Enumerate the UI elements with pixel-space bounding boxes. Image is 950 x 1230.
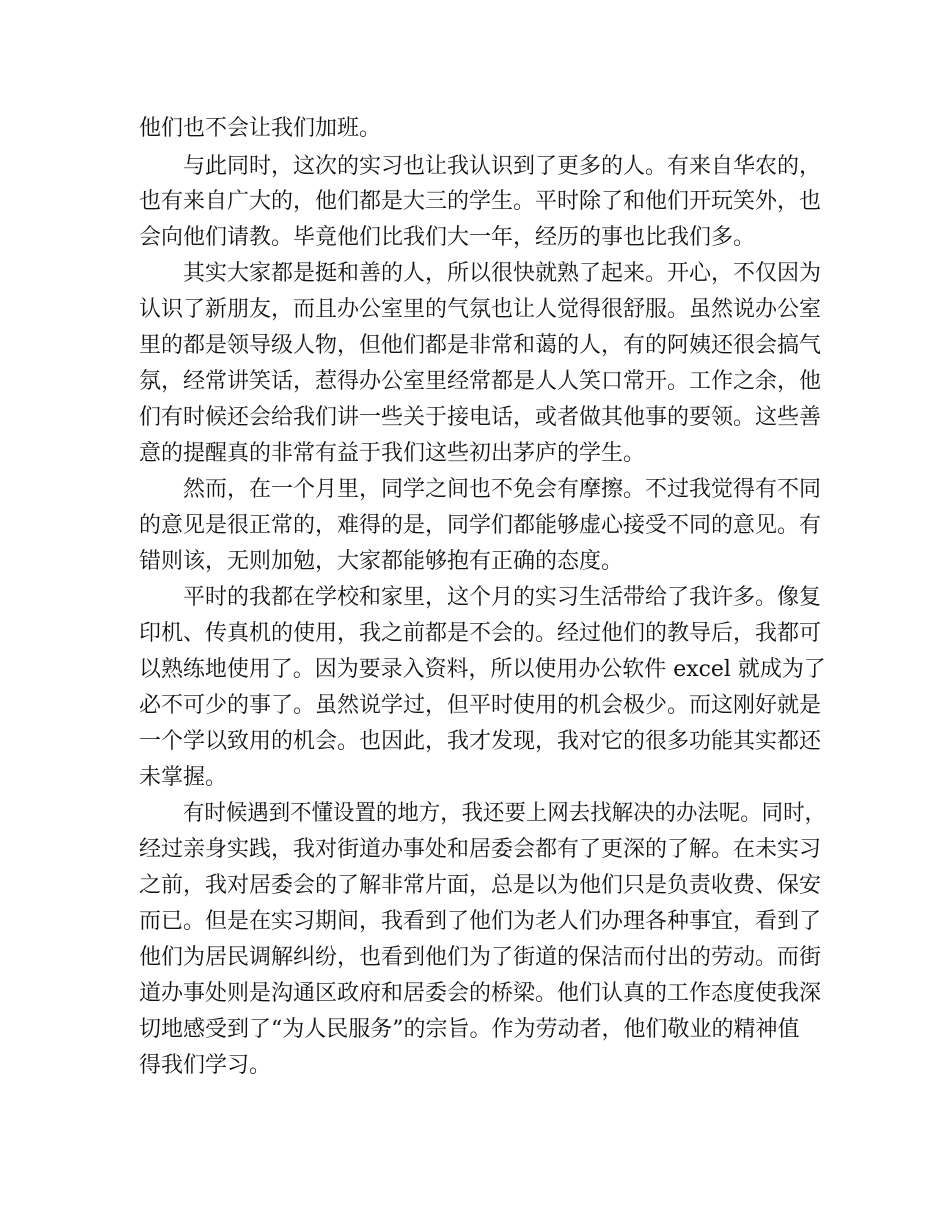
text-line: 未掌握。 (139, 765, 228, 790)
text-line: 得我们学习。 (139, 1053, 272, 1078)
text-line: 印机、传真机的使用，我之前都是不会的。经过他们的教导后，我都可 (139, 621, 822, 646)
text-line: 错则该，无则加勉，大家都能够抱有正确的态度。 (139, 549, 624, 574)
text-line: 们有时候还会给我们讲一些关于接电话，或者做其他事的要领。这些善 (139, 405, 822, 430)
text-line: 意的提醒真的非常有益于我们这些初出茅庐的学生。 (139, 441, 646, 466)
text-line: 认识了新朋友，而且办公室里的气氛也让人觉得很舒服。虽然说办公室 (139, 297, 822, 322)
text-line: 道办事处则是沟通区政府和居委会的桥梁。他们认真的工作态度使我深 (139, 981, 822, 1006)
text-line: 他们也不会让我们加班。 (139, 116, 382, 141)
text-line: 平时的我都在学校和家里，这个月的实习生活带给了我许多。像复 (183, 585, 822, 610)
text-line: 切地感受到了“为人民服务”的宗旨。作为劳动者，他们敬业的精神值 (139, 1017, 800, 1042)
text-line: 氛，经常讲笑话，惹得办公室里经常都是人人笑口常开。工作之余，他 (139, 369, 822, 394)
text-line: 里的都是领导级人物，但他们都是非常和蔼的人，有的阿姨还很会搞气 (139, 333, 822, 358)
text-line: 经过亲身实践，我对街道办事处和居委会都有了更深的了解。在未实习 (139, 837, 822, 862)
text-line: 他们为居民调解纠纷，也看到他们为了街道的保洁而付出的劳动。而街 (139, 945, 822, 970)
text-line: 其实大家都是挺和善的人，所以很快就熟了起来。开心，不仅因为 (183, 261, 822, 286)
text-line: 与此同时，这次的实习也让我认识到了更多的人。有来自华农的， (183, 154, 822, 179)
text-line: 会向他们请教。毕竟他们比我们大一年，经历的事也比我们多。 (139, 225, 756, 250)
text-line: 然而，在一个月里，同学之间也不免会有摩擦。不过我觉得有不同 (183, 477, 822, 502)
text-line: 有时候遇到不懂设置的地方，我还要上网去找解决的办法呢。同时， (183, 801, 826, 826)
text-line: 必不可少的事了。虽然说学过，但平时使用的机会极少。而这刚好就是 (139, 693, 822, 718)
text-line: 以熟练地使用了。因为要录入资料，所以使用办公软件 excel 就成为了 (139, 657, 826, 682)
text-line: 也有来自广大的，他们都是大三的学生。平时除了和他们开玩笑外，也 (139, 189, 822, 214)
text-line: 之前，我对居委会的了解非常片面，总是以为他们只是负责收费、保安 (139, 873, 822, 898)
text-line: 一个学以致用的机会。也因此，我才发现，我对它的很多功能其实都还 (139, 729, 822, 754)
text-line: 而已。但是在实习期间，我看到了他们为老人们办理各种事宜，看到了 (139, 909, 822, 934)
text-line: 的意见是很正常的，难得的是，同学们都能够虚心接受不同的意见。有 (139, 513, 822, 538)
